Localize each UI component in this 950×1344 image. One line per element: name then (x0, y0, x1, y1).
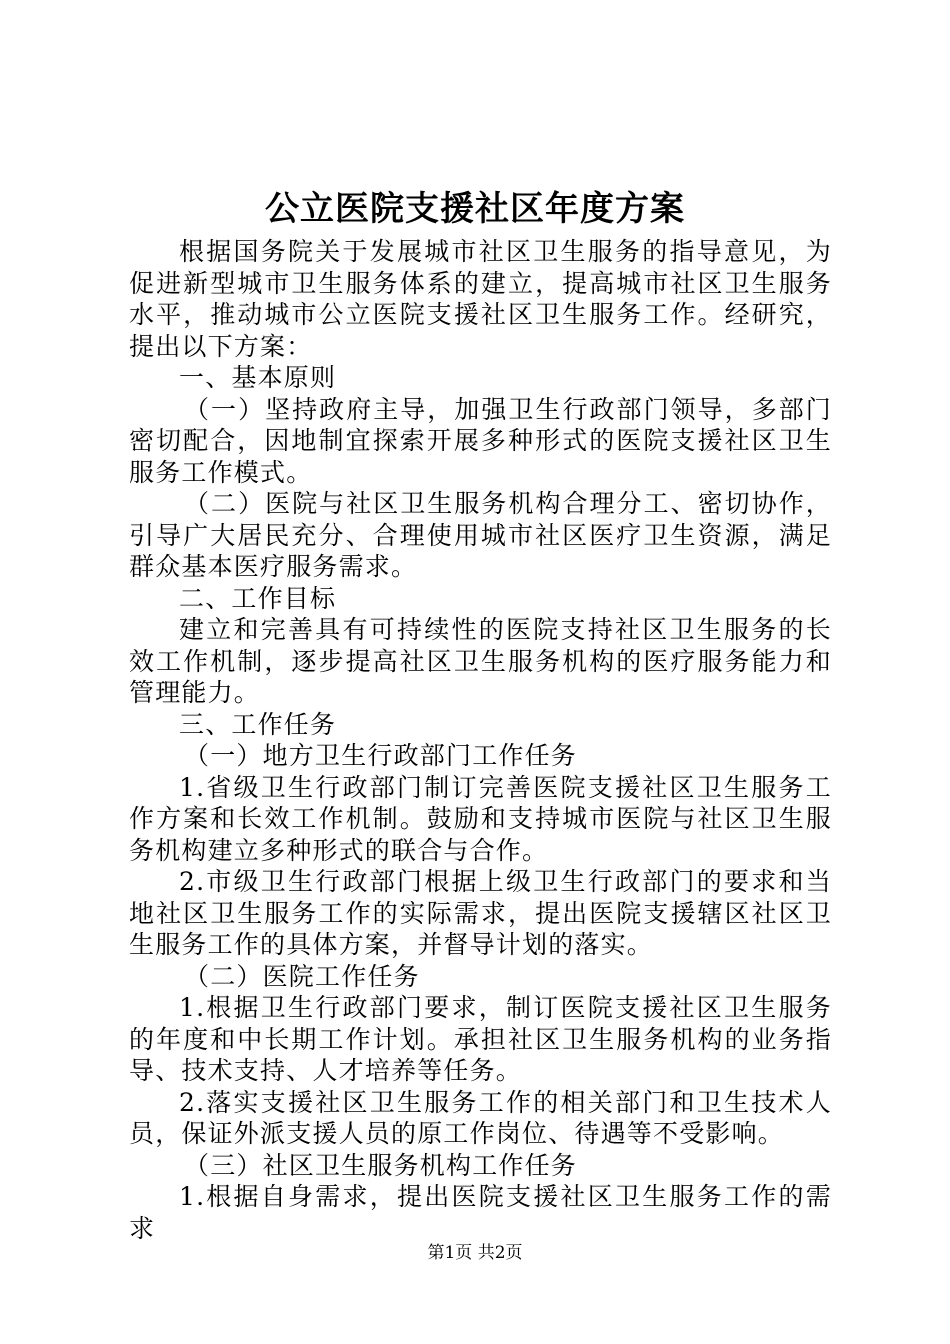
page-number-footer: 第1页 共2页 (427, 1243, 523, 1263)
paragraph-local-task-1: 1.省级卫生行政部门制订完善医院支援社区卫生服务工作方案和长效工作机制。鼓励和支持城市医院与社区卫生服务机构建立多种形式的联合与合作。 (129, 772, 832, 865)
heading-work-goals: 二、工作目标 (179, 583, 337, 613)
paragraph-community-task-1: 1.根据自身需求，提出医院支援社区卫生服务工作的需求 (129, 1182, 832, 1243)
paragraph-hospital-task-2: 2.落实支援社区卫生服务工作的相关部门和卫生技术人员，保证外派支援人员的原工作岗位、待遇等不受影响。 (129, 1087, 832, 1148)
document-title: 公立医院支援社区年度方案 (265, 189, 685, 229)
subheading-local-admin-tasks: （一）地方卫生行政部门工作任务 (184, 741, 578, 770)
heading-work-tasks: 三、工作任务 (179, 709, 337, 739)
subheading-hospital-tasks: （二）医院工作任务 (184, 961, 420, 991)
heading-basic-principles: 一、基本原则 (179, 363, 337, 392)
paragraph-local-task-2: 2.市级卫生行政部门根据上级卫生行政部门的要求和当地社区卫生服务工作的实际需求，提出医院支援辖区社区卫生服务工作的具体方案，并督导计划的落实。 (129, 867, 832, 959)
subheading-community-tasks: （三）社区卫生服务机构工作任务 (184, 1150, 578, 1180)
paragraph-goals: 建立和完善具有可持续性的医院支持社区卫生服务的长效工作机制，逐步提高社区卫生服务机构的医疗服务能力和管理能力。 (129, 615, 832, 707)
document-body (129, 236, 832, 1244)
paragraph-principle-2: （二）医院与社区卫生服务机构合理分工、密切协作，引导广大居民充分、合理使用城市社区医疗卫生资源，满足群众基本医疗服务需求。 (129, 489, 832, 581)
paragraph-intro: 根据国务院关于发展城市社区卫生服务的指导意见，为促进新型城市卫生服务体系的建立，提高城市社区卫生服务水平，推动城市公立医院支援社区卫生服务工作。经研究，提出以下方案： (129, 237, 832, 361)
paragraph-principle-1: （一）坚持政府主导，加强卫生行政部门领导，多部门密切配合，因地制宜探索开展多种形式的医院支援社区卫生服务工作模式。 (129, 394, 832, 487)
paragraph-hospital-task-1: 1.根据卫生行政部门要求，制订医院支援社区卫生服务的年度和中长期工作计划。承担社区卫生服务机构的业务指导、技术支持、人才培养等任务。 (129, 993, 832, 1085)
